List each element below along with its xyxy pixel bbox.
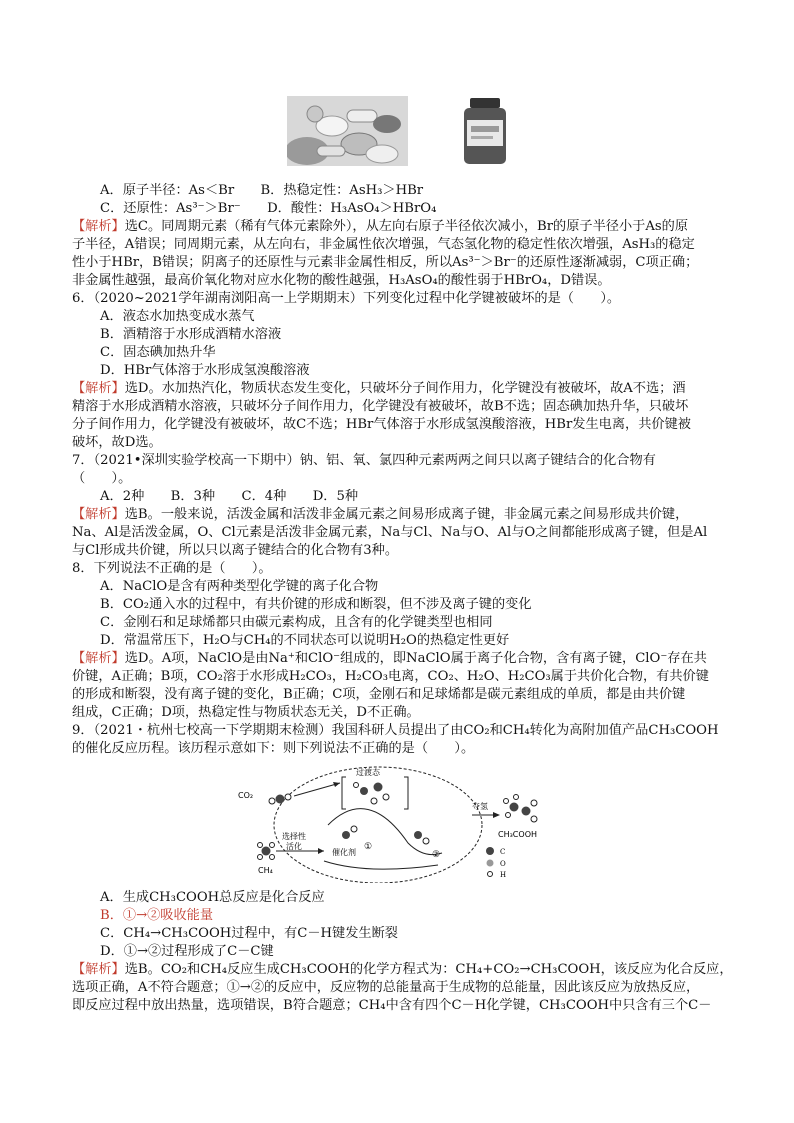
transition-label: 过渡态: [356, 768, 380, 777]
q6-analysis-line2: 精溶于水形成酒精水溶液，只破坏分子间作用力，化学键没有被破坏，故B不选；固态碘加热升华，只破坏: [72, 399, 689, 414]
q5-analysis-line2: 子半径，A错误；同周期元素，从左向右，非金属性依次增强，气态氢化物的稳定性依次增强，AsH₃的稳定: [72, 237, 695, 252]
q8-option-b: B．CO₂通入水的过程中，有共价键的形成和断裂，但不涉及离子键的变化: [100, 597, 532, 612]
analysis-tag: 【解析】: [72, 381, 125, 396]
q6-analysis-line4: 破坏，故D选。: [72, 435, 162, 450]
q6-option-a: A．液态水加热变成水蒸气: [100, 309, 255, 324]
pills-photo: [287, 96, 408, 166]
step1-label: ①: [364, 842, 373, 852]
q8-analysis-line1: 【解析】选D。A项，NaClO是由Na⁺和ClO⁻组成的，即NaClO属于离子化合物，含有离子键，ClO⁻存在共: [72, 651, 707, 666]
q9-option-a: A．生成CH₃COOH总反应是化合反应: [100, 890, 325, 905]
q6-option-c: C．固态碘加热升华: [100, 345, 216, 360]
q5-options-row1: A．原子半径：As＜Br B．热稳定性：AsH₃＞HBr: [100, 183, 424, 198]
ch4-label: CH₄: [258, 866, 273, 875]
take-h-label: 夺氢: [472, 802, 488, 811]
q7-options: A．2种 B．3种 C．4种 D．5种: [100, 489, 359, 504]
q5-analysis-line4: 非金属性越强，最高价氧化物对应水化物的酸性越强，H₃AsO₄的酸性弱于HBrO₄，D错误。: [72, 273, 611, 288]
analysis-tag: 【解析】: [72, 962, 125, 977]
legend-c: C: [500, 848, 506, 856]
q8-stem: 8．下列说法不正确的是（ ）。: [72, 561, 272, 576]
q9-analysis-line1: 【解析】选B。CO₂和CH₄反应生成CH₃COOH的化学方程式为：CH₄+CO₂→CH₃COOH，该反应为化合反应，: [72, 962, 733, 977]
q8-option-c: C．金刚石和足球烯都只由碳元素构成，且含有的化学键类型也相同: [100, 615, 493, 630]
legend-o: O: [500, 860, 506, 868]
q7-analysis-line2: Na、Al是活泼金属，O、Cl元素是活泼非金属元素，Na与Cl、Na与O、Al与O之间都能形成离子键，但是Al: [72, 525, 708, 540]
q9-option-b: B．①→②吸收能量: [100, 908, 214, 923]
q5-options-row2: C．还原性：As³⁻＞Br⁻ D．酸性：H₃AsO₄＞HBrO₄: [100, 201, 437, 216]
q8-analysis-line2: 价键，A正确；B项，CO₂溶于水形成H₂CO₃，H₂CO₃电离，CO₂、H₂O、H₂CO₃属于共价化合物，有共价键: [72, 669, 709, 684]
analysis-tag: 【解析】: [72, 219, 125, 234]
reaction-mechanism-diagram: [228, 765, 564, 883]
q6-analysis-line1: 【解析】选D。水加热汽化，物质状态发生变化，只破坏分子间作用力，化学键没有被破坏，故A不选；酒: [72, 381, 686, 396]
q9-stem-line1: 9．（2021・杭州七校高一下学期期末检测）我国科研人员提出了由CO₂和CH₄转化为高附加值产品CH₃COOH: [72, 723, 719, 738]
q5-analysis-line3: 性小于HBr，B错误；阴离子的还原性与元素非金属性相反，所以As³⁻＞Br⁻的还原性逐渐减弱，C项正确；: [72, 255, 699, 270]
q6-option-d: D．HBr气体溶于水形成氢溴酸溶液: [100, 363, 310, 378]
selective-label: 选择性: [282, 832, 306, 841]
co2-arrow: [294, 783, 340, 796]
q8-option-d: D．常温常压下，H₂O与CH₄的不同状态可以说明H₂O的热稳定性更好: [100, 633, 510, 648]
reagent-bottle-photo: [458, 96, 512, 166]
q9-option-d: D．①→②过程形成了C－C键: [100, 944, 274, 959]
q9-analysis-line2: 选项正确，A不符合题意；①→②的反应中，反应物的总能量高于生成物的总能量，因此该反应为放热反应，: [72, 980, 700, 995]
step2-label: ②: [432, 850, 441, 860]
q9-stem-line2: 的催化反应历程。该历程示意如下：则下列说法不正确的是（ ）。: [72, 741, 475, 756]
analysis-tag: 【解析】: [72, 651, 125, 666]
q6-option-b: B．酒精溶于水形成酒精水溶液: [100, 327, 282, 342]
q8-option-a: A．NaClO是含有两种类型化学键的离子化合物: [100, 579, 379, 594]
product-label: CH₃COOH: [498, 830, 538, 839]
co2-label: CO₂: [238, 791, 254, 800]
q8-analysis-line3: 的形成和断裂，没有离子键的变化，B正确；C项，金刚石和足球烯都是碳元素组成的单质，都是由共价键: [72, 687, 686, 702]
q7-analysis-line3: 与Cl形成共价键，所以只以离子键结合的化合物有3种。: [72, 543, 399, 558]
q7-analysis-line1: 【解析】选B。一般来说，活泼金属和活泼非金属元素之间易形成离子键，非金属元素之间易形成共价键，: [72, 507, 689, 522]
catalyst-label: 催化剂: [332, 848, 356, 857]
q8-analysis-line4: 组成，C正确；D项，热稳定性与物质状态无关，D不正确。: [72, 705, 420, 720]
q9-analysis-line3: 即反应过程中放出热量，选项错误，B符合题意；CH₄中含有四个C－H化学键，CH₃COOH中只含有三个C－: [72, 998, 712, 1013]
q7-stem-line1: 7．（2021•深圳实验学校高一下期中）钠、铝、氧、氯四种元素两两之间只以离子键结合的化合物有: [72, 453, 656, 468]
q5-analysis-line1: 【解析】选C。同周期元素（稀有气体元素除外），从左向右原子半径依次减小，Br的原子半径小于As的原: [72, 219, 689, 234]
activation-label: 活化: [286, 842, 302, 851]
analysis-tag: 【解析】: [72, 507, 125, 522]
q6-stem: 6．（2020~2021学年湖南浏阳高一上学期期末）下列变化过程中化学键被破坏的是（ ）。: [72, 291, 621, 306]
q6-analysis-line3: 分子间作用力，化学键没有被破坏，故C不选；HBr气体溶于水形成氢溴酸溶液，HBr发生电离，共价键被: [72, 417, 691, 432]
q9-option-c: C．CH₄→CH₃COOH过程中，有C－H键发生断裂: [100, 926, 398, 941]
legend-h: H: [500, 871, 507, 879]
q7-stem-line2: （ ）。: [72, 471, 132, 486]
